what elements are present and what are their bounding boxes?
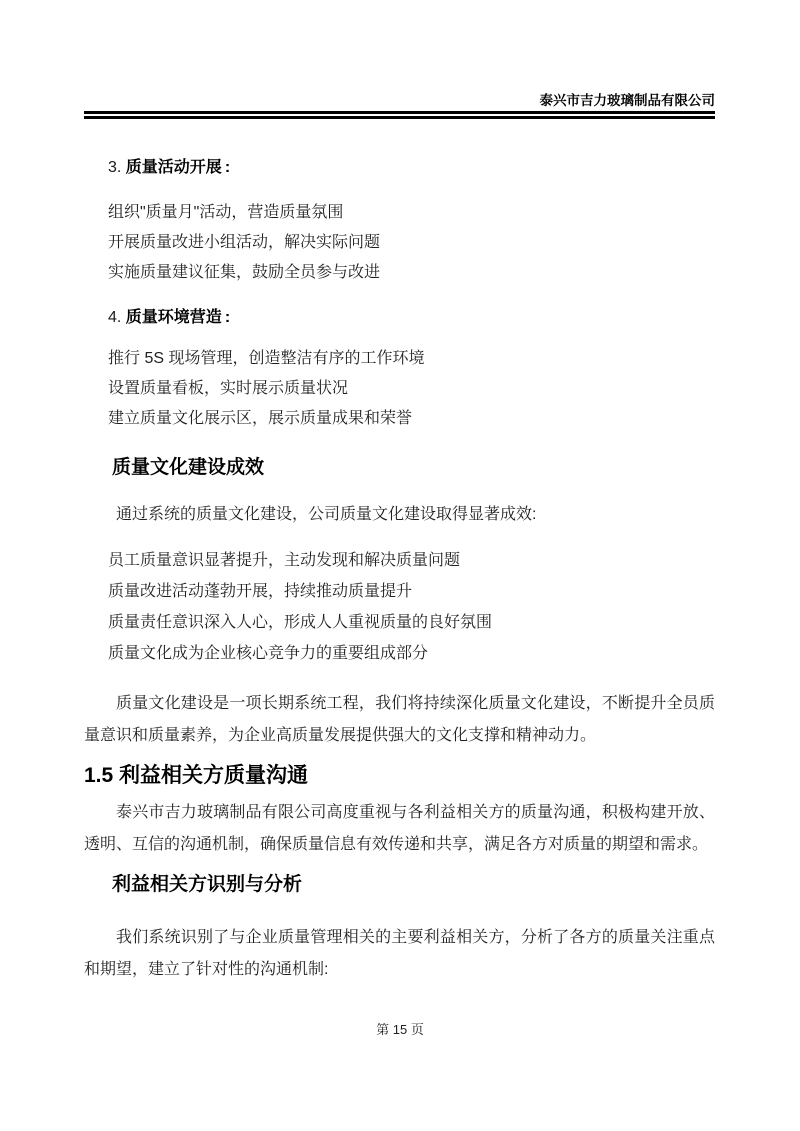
stakeholder-intro-paragraph: 泰兴市吉力玻璃制品有限公司高度重视与各利益相关方的质量沟通，积极构建开放、透明、互信的沟通机制，确保质量信息有效传递和共享，满足各方对质量的期望和需求。 [84,804,715,853]
heading-title: 质量环境营造 [125,309,222,326]
culture-achievements-list [108,545,715,669]
culture-summary-paragraph: 质量文化建设是一项长期系统工程，我们将持续深化质量文化建设，不断提升全员质量意识和质量素养，为企业高质量发展提供强大的文化支撑和精神动力。 [84,695,715,744]
list-item: 质量责任意识深入人心，形成人人重视质量的良好氛围 [108,614,493,631]
list-item: 组织"质量月"活动，营造质量氛围 [108,204,344,221]
section-heading-culture-results: 质量文化建设成效 [112,457,265,478]
header-company-name: 泰兴市吉力玻璃制品有限公司 [539,93,715,108]
quality-environment-list [108,344,715,434]
page-footer [0,1021,800,1038]
heading-title: 质量活动开展 [125,159,222,176]
sub-heading-stakeholder-identification: 利益相关方识别与分析 [112,874,303,895]
heading-colon: : [224,159,231,176]
list-item: 推行 5S 现场管理，创造整洁有序的工作环境 [108,350,425,367]
page-number: 第 15 页 [376,1022,424,1037]
numbered-heading-quality-environment [108,306,715,330]
heading-number: 4. [108,309,122,326]
culture-results-intro: 通过系统的质量文化建设，公司质量文化建设取得显著成效: [116,506,537,523]
quality-activities-list [108,198,715,288]
document-body [84,0,715,985]
stakeholder-analysis-paragraph: 我们系统识别了与企业质量管理相关的主要利益相关方，分析了各方的质量关注重点和期望，建立了针对性的沟通机制: [84,929,715,978]
list-item: 员工质量意识显著提升，主动发现和解决质量问题 [108,552,461,569]
list-item: 质量文化成为企业核心竞争力的重要组成部分 [108,645,429,662]
section-heading-1-5: 1.5 利益相关方质量沟通 [84,764,309,787]
numbered-heading-quality-activities [108,156,715,180]
list-item: 实施质量建议征集，鼓励全员参与改进 [108,264,381,281]
heading-colon: : [224,309,231,326]
heading-number: 3. [108,159,122,176]
list-item: 质量改进活动蓬勃开展，持续推动质量提升 [108,583,413,600]
list-item: 开展质量改进小组活动，解决实际问题 [108,234,381,251]
list-item: 建立质量文化展示区，展示质量成果和荣誉 [108,410,413,427]
list-item: 设置质量看板，实时展示质量状况 [108,380,349,397]
